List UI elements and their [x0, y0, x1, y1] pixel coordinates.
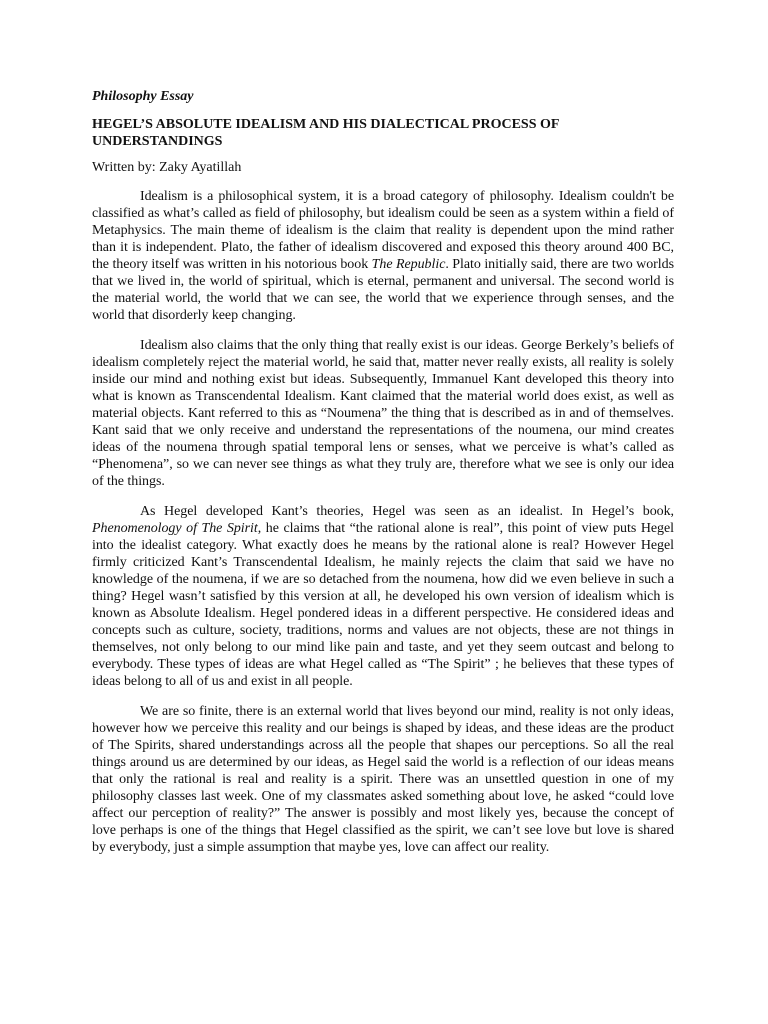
- book-title-phenomenology: Phenomenology of The Spirit: [92, 521, 258, 536]
- byline: Written by: Zaky Ayatillah: [92, 160, 242, 175]
- paragraph-3-text-b: , he claims that “the rational alone is real”, this point of view puts Hegel into the idealist category. What exactly does he means by the rational alone is real? However Hegel firmly criticized Kant’s Transcendental Idealism, he mainly rejects the claim that said we have no knowledge of the noumena, if we are so detached from the noumena, how did we even believe in such a thing? Hegel wasn’t satisfied by this version at all, he developed his own version of idealism which is known as Absolute Idealism. Hegel pondered ideas in a different perspective. He considered ideas and concepts such as culture, society, traditions, norms and values are not objects, these are not things in themselves, not only belong to our mind like pain and taste, and yet they seem outcast and belong to everybody. These types of ideas are what Hegel called as “The Spirit” ; he believes that these types of ideas belong to all of us and exist in all people.: [92, 521, 674, 689]
- paragraph-1: [92, 188, 674, 324]
- paragraph-3: [92, 503, 674, 690]
- paragraph-2: Idealism also claims that the only thing that really exist is our ideas. George Berkely’s beliefs of idealism completely reject the material world, he said that, matter never really exists, all reality is solely inside our mind and nothing exist but ideas. Subsequently, Immanuel Kant developed this theory into what is known as Transcendental Idealism. Kant claimed that the material world does exist, as well as material objects. Kant referred to this as “Noumena” the thing that is described as in and of themselves. Kant said that we only receive and understand the representations of the noumena, our mind creates ideas of the noumena through spatial temporal lens or senses, what we perceive is what’s called as “Phenomena”, so we can never see things as what they truly are, therefore what we see is only our idea of the things.: [92, 338, 674, 489]
- paragraph-1-text-b: . Plato initially said, there are two worlds that we lived in, the world of spiritual, which is eternal, permanent and universal. The second world is the material world, the world that we can see, the world that we experience through senses, and the world that disorderly keep changing.: [92, 257, 674, 323]
- paragraph-4: We are so finite, there is an external world that lives beyond our mind, reality is not only ideas, however how we perceive this reality and our beings is shaped by ideas, and these ideas are the product of The Spirits, shared understandings across all the people that shapes our perceptions. So all the real things around us are determined by our ideas, as Hegel said the world is a reflection of our ideas means that only the rational is real and reality is a spirit. There was an unsettled question in one of my philosophy classes last week. One of my classmates asked something about love, he asked “could love affect our perception of reality?” The answer is possibly and most likely yes, because the concept of love perhaps is one of the things that Hegel classified as the spirit, we can’t see love but love is shared by everybody, just a simple assumption that maybe yes, love can affect our reality.: [92, 704, 674, 855]
- essay-page: [92, 88, 674, 869]
- essay-title: HEGEL’S ABSOLUTE IDEALISM AND HIS DIALECTICAL PROCESS OF UNDERSTANDINGS: [92, 117, 559, 149]
- book-title-republic: The Republic: [371, 257, 446, 272]
- paragraph-1-text-a: Idealism is a philosophical system, it is a broad category of philosophy. Idealism couldn't be classified as what’s called as field of philosophy, but idealism could be seen as a system within a field of Metaphysics. The main theme of idealism is the claim that reality is dependent upon the mind rather than it is independent. Plato, the father of idealism discovered and exposed this theory around 400 BC, the theory itself was written in his notorious book: [92, 189, 674, 272]
- paragraph-3-text-a: As Hegel developed Kant’s theories, Hegel was seen as an idealist. In Hegel’s book,: [140, 504, 674, 519]
- document-kind: Philosophy Essay: [92, 89, 194, 104]
